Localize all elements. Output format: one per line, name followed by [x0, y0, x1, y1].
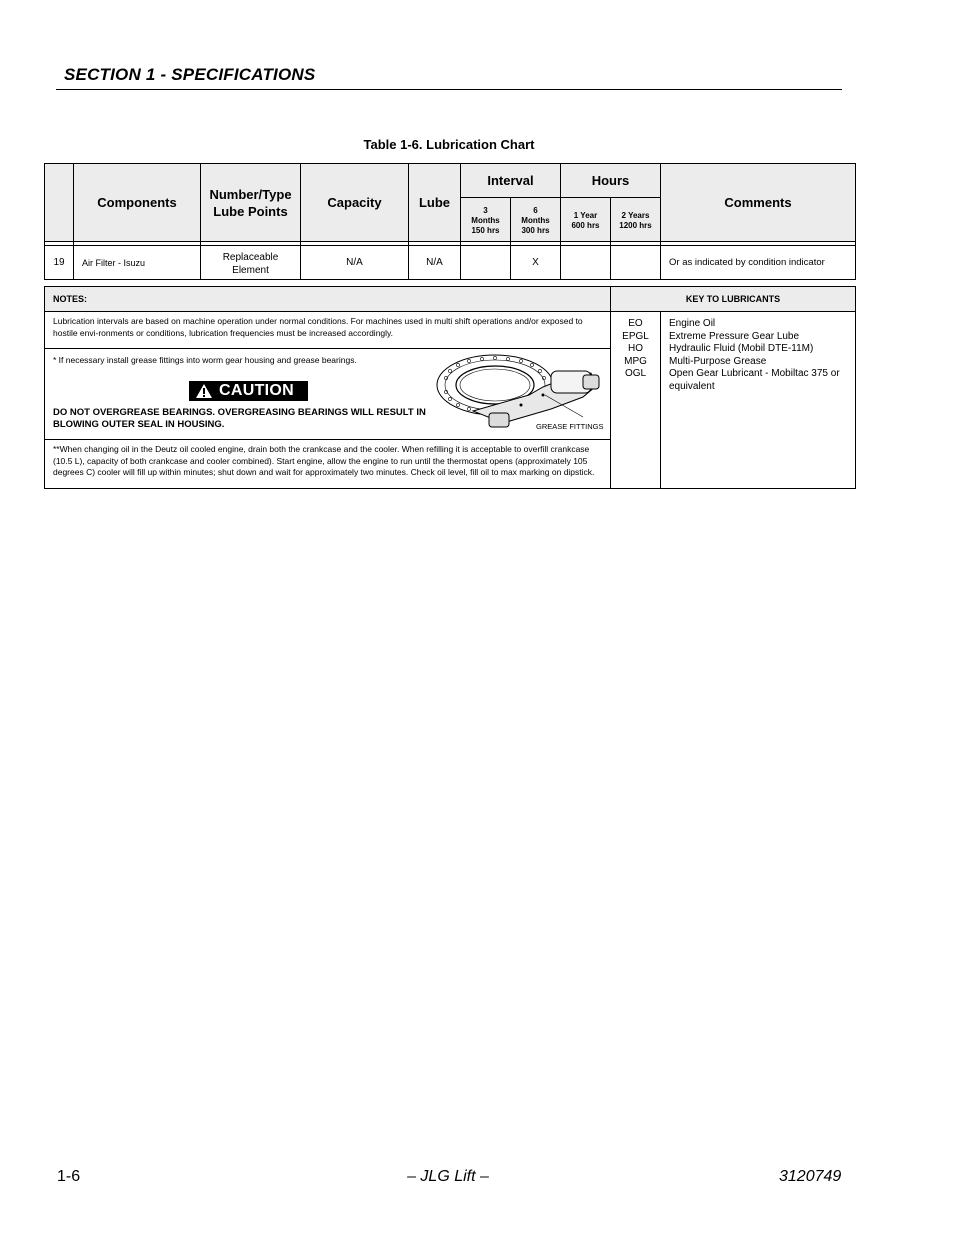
- header-2-years: [611, 198, 661, 242]
- footer-document-number: 3120749: [779, 1168, 842, 1185]
- row-capacity: N/A: [301, 246, 409, 280]
- header-2-years-hrs: 1200 hrs: [619, 220, 652, 230]
- row-lube-points: [201, 246, 301, 280]
- warning-triangle-icon: [195, 383, 213, 399]
- header-hours: Hours: [561, 164, 661, 198]
- header-6-months: [511, 198, 561, 242]
- row-6-months: X: [511, 246, 561, 280]
- table-title: Table 1-6. Lubrication Chart: [363, 137, 535, 152]
- key-to-lubricants-header: KEY TO LUBRICANTS: [611, 287, 856, 312]
- lubrication-chart-table: [44, 163, 856, 280]
- key-name: Open Gear Lubricant - Mobiltac 375 or equivalent: [669, 368, 840, 392]
- header-interval: Interval: [461, 164, 561, 198]
- header-6-months-hrs: 300 hrs: [521, 225, 550, 235]
- key-codes-cell: [611, 312, 661, 489]
- key-code: OGL: [624, 368, 647, 379]
- header-6-months-num: 6: [533, 205, 538, 215]
- header-lube-points-line2: Lube Points: [213, 203, 288, 219]
- grease-fittings-label: GREASE FITTINGS: [536, 422, 604, 431]
- header-3-months-unit: Months: [471, 215, 500, 225]
- section-divider: [56, 89, 842, 90]
- key-name: Engine Oil: [669, 318, 716, 329]
- row-number: 19: [45, 246, 74, 280]
- header-1-year: [561, 198, 611, 242]
- row-component: Air Filter - Isuzu: [74, 246, 201, 280]
- header-3-months-hrs: 150 hrs: [471, 225, 500, 235]
- caution-text: DO NOT OVERGREASE BEARINGS. OVERGREASING BEARINGS WILL RESULT IN BLOWING OUTER SEAL IN HOUSING.: [53, 407, 426, 430]
- note-lubrication-intervals: Lubrication intervals are based on machine operation under normal conditions. For machines used in multi shift operations and/or exposed to hostile envi-ronments or conditions, lubrication frequencies must be increased accordingly.: [45, 312, 611, 349]
- header-lube-points-line1: Number/Type: [209, 186, 292, 202]
- header-1-year-hrs: 600 hrs: [571, 220, 600, 230]
- footer-publisher: – JLG Lift –: [407, 1168, 489, 1185]
- header-capacity: Capacity: [301, 164, 409, 242]
- row-1-year: [561, 246, 611, 280]
- caution-label: CAUTION: [219, 382, 294, 399]
- key-code: HO: [628, 343, 643, 354]
- row-2-years: [611, 246, 661, 280]
- header-lube-points: [201, 164, 301, 242]
- key-names-cell: [661, 312, 856, 489]
- header-number-col: [45, 164, 74, 242]
- footer-page-number: 1-6: [57, 1168, 81, 1185]
- header-2-years-label: 2 Years: [621, 210, 650, 220]
- header-1-year-label: 1 Year: [573, 210, 598, 220]
- key-code: EO: [628, 318, 643, 329]
- key-name: Hydraulic Fluid (Mobil DTE-11M): [669, 343, 814, 354]
- row-lube-points-line1: Replaceable: [222, 252, 279, 263]
- header-3-months-num: 3: [483, 205, 488, 215]
- header-3-months: [461, 198, 511, 242]
- header-components: Components: [74, 164, 201, 242]
- notes-header: NOTES:: [45, 287, 611, 312]
- note-grease-fittings: * If necessary install grease fittings into worm gear housing and grease bearings.: [53, 355, 357, 365]
- key-name: Multi-Purpose Grease: [669, 355, 767, 367]
- key-code: EPGL: [622, 330, 649, 342]
- section-title: SECTION 1 - SPECIFICATIONS: [64, 65, 316, 84]
- caution-note-cell: [45, 349, 611, 440]
- row-lube-points-line2: Element: [232, 265, 269, 276]
- header-lube: Lube: [409, 164, 461, 242]
- row-3-months: [461, 246, 511, 280]
- header-comments: Comments: [661, 164, 856, 242]
- row-lube: N/A: [409, 246, 461, 280]
- note-deutz-oil-change: **When changing oil in the Deutz oil cooled engine, drain both the crankcase and the cooler. When refilling it is acceptable to overfill crankcase (10.5 L), capacity of both crankcase and cooler combined). Start engine, allow the engine to run until the thermostat opens (approximately 105 degrees C) cooler will fill up within minutes; shut down and wait for approximately two minutes. Check oil level, fill oil to max marking on dipstick.: [45, 440, 611, 489]
- notes-table: [44, 286, 856, 489]
- key-code: MPG: [624, 355, 647, 367]
- caution-box: [189, 381, 308, 401]
- caution-banner: [189, 381, 308, 404]
- key-name: Extreme Pressure Gear Lube: [669, 330, 800, 342]
- row-comment: Or as indicated by condition indicator: [661, 246, 856, 280]
- header-6-months-unit: Months: [521, 215, 550, 225]
- table-row: [45, 246, 856, 280]
